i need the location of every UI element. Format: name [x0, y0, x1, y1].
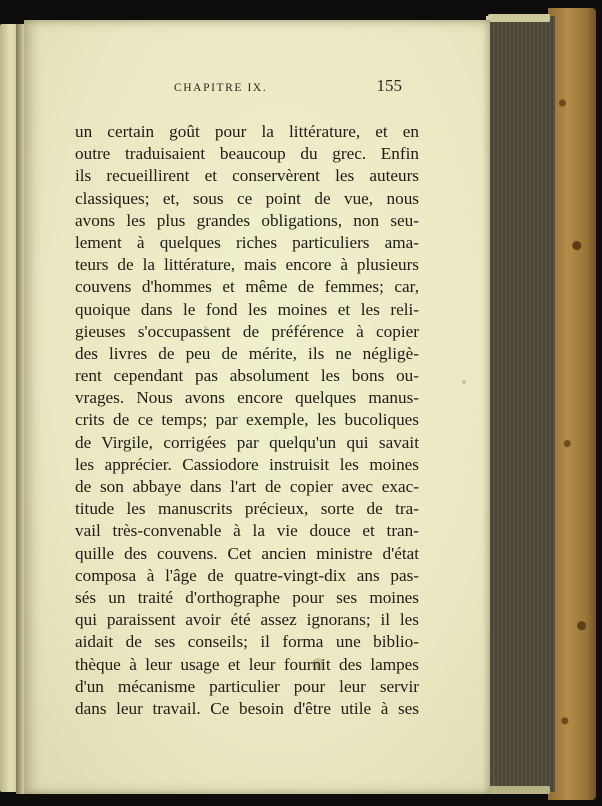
text-line: les apprécier. Cassiodore instruisit les moines [75, 454, 419, 474]
page-number: 155 [376, 76, 402, 95]
text-line: dans leur travail. Ce besoin d'être utile à ses [75, 698, 419, 718]
text-line: aidait de ses conseils; il forma une biblio- [75, 632, 419, 652]
foxing-spot [462, 380, 466, 384]
page-edges-bottom [488, 786, 550, 794]
text-line: sés un traité d'orthographe pour ses moines [75, 587, 419, 607]
text-line: vail très-convenable à la vie douce et tran- [75, 521, 419, 541]
text-line: vrages. Nous avons encore quelques manus- [75, 388, 419, 408]
text-line: titude les manuscrits précieux, sorte de tra- [75, 499, 419, 519]
text-line: crits de ce temps; par exemple, les bucoliques [75, 410, 419, 430]
text-line: classiques; et, sous ce point de vue, nous [75, 188, 419, 208]
text-line: des livres de peu de mérite, ils ne négligè- [75, 343, 419, 363]
text-line: composa à l'âge de quatre-vingt-dix ans pas- [75, 565, 419, 585]
text-line: outre traduisaient beaucoup du grec. Enfin [75, 144, 419, 164]
text-line: gieuses s'occupassent de préférence à copier [75, 321, 419, 341]
text-line: thèque à leur usage et leur fournit des lampes [75, 654, 419, 674]
text-line: ils recueillirent et conservèrent les auteurs [75, 166, 419, 186]
page-edges-stack [486, 16, 555, 792]
text-line: avons les plus grandes obligations, non seu- [75, 210, 419, 230]
text-line: de son abbaye dans l'art de copier avec exac- [75, 477, 419, 496]
page-edges-top [488, 14, 550, 22]
text-line: rent cependant pas absolument les bons ou- [75, 366, 419, 386]
page-header [24, 76, 490, 100]
text-line: qui paraissent avoir été assez ignorans; il les [75, 610, 419, 630]
book-page [24, 20, 490, 794]
text-line: de Virgile, corrigées par quelqu'un qui savait [75, 432, 419, 452]
text-line: couvens d'hommes et même de femmes; car, [75, 277, 419, 297]
text-line: teurs de la littérature, mais encore à plusieurs [75, 255, 419, 275]
text-line: quoique dans le fond les moines et les reli- [75, 299, 419, 319]
body-text [75, 121, 419, 720]
text-line: un certain goût pour la littérature, et en [75, 122, 419, 141]
text-line: d'un mécanisme particulier pour leur servir [75, 676, 419, 696]
text-line: quille des couvens. Cet ancien ministre d'état [75, 543, 419, 563]
book-cover-board [548, 8, 596, 800]
running-head: CHAPITRE IX. [174, 82, 268, 94]
text-line: lement à quelques riches particuliers ama- [75, 232, 419, 252]
